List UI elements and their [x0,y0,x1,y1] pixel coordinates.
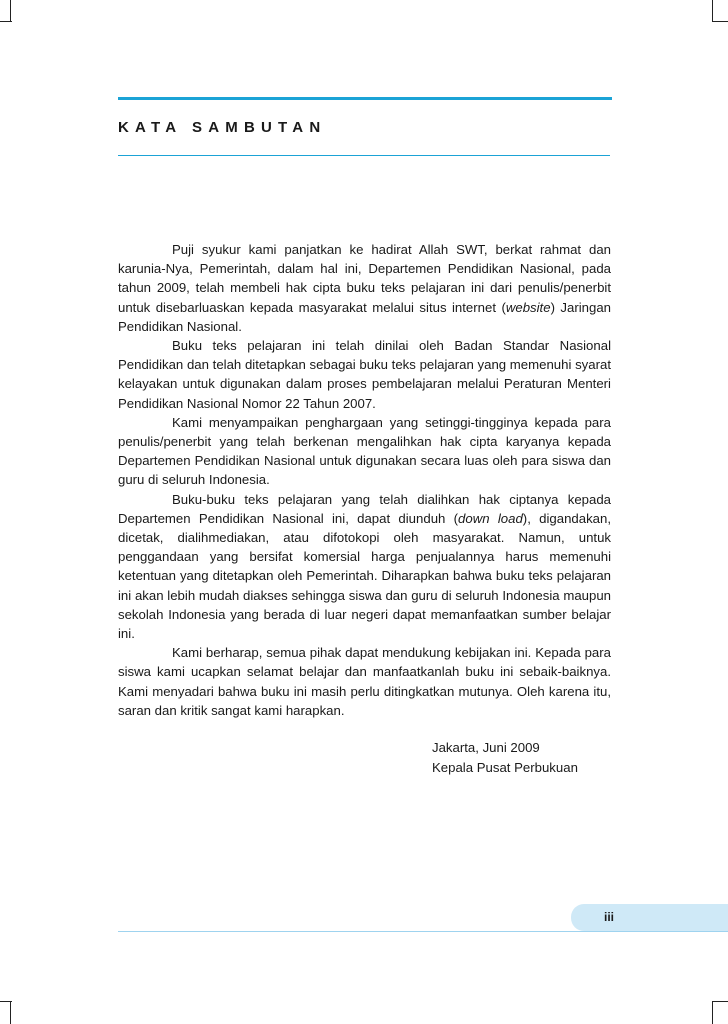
crop-mark-bottom-right-v [712,1001,713,1024]
page-number: iii [604,910,615,924]
paragraph-3 [118,413,611,490]
crop-mark-top-left-v [10,0,11,22]
crop-mark-top-left-h [0,21,12,22]
paragraph-1 [118,240,611,336]
paragraph-5 [118,643,611,720]
paragraph-text: Kami berharap, semua pihak dapat mendukung kebijakan ini. Kepada para siswa kami ucapkan selamat belajar dan manfaatkanlah buku ini sebaik-baiknya. Kami menyadari bahwa buku ini masih perlu ditingkatkan mutunya. Oleh karena itu, saran dan kritik sangat kami harapkan. [118,645,611,718]
body-text [118,240,611,720]
crop-mark-bottom-right-h [712,1001,728,1002]
paragraph-4 [118,490,611,644]
crop-mark-top-right-h [712,21,728,22]
paragraph-text: Puji syukur kami panjatkan ke hadirat Allah SWT, berkat rahmat dan karunia-Nya, Pemerintah, dalam hal ini, Departemen Pendidikan Nasional, pada tahun 2009, telah membeli hak cipta buku teks pelajaran ini dari penulis/penerbit untuk disebarluaskan kepada masyarakat melalui situs internet ( [118,242,611,315]
paragraph-2 [118,336,611,413]
crop-mark-bottom-left-v [10,1001,11,1024]
signature-place-date: Jakarta, Juni 2009 [432,740,540,755]
paragraph-text: ) Jaringan Pendidikan Nasional. [118,299,611,334]
header-bottom-rule [118,155,610,156]
paragraph-text: Kami menyampaikan penghargaan yang setinggi-tingginya kepada para penulis/penerbit yang telah berkenan mengalihkan hak cipta karyanya kepada Departemen Pendidikan Nasional untuk digunakan secara luas oleh para siswa dan guru di seluruh Indonesia. [118,414,611,488]
page-title: KATA SAMBUTAN [118,119,327,136]
header-top-rule [118,97,612,100]
paragraph-text: Buku-buku teks pelajaran yang telah dialihkan hak ciptanya kepada Departemen Pendidikan Nasional ini, dapat diunduh ( [118,491,611,526]
signature-office: Kepala Pusat Perbukuan [432,759,578,775]
crop-mark-top-right-v [712,0,713,22]
italic-term: down load [458,510,523,526]
paragraph-text: ), digandakan, dicetak, dialihmediakan, atau difotokopi oleh masyarakat. Namun, untuk penggandaan yang bersifat komersial harga penjualannya harus memenuhi ketentuan yang ditetapkan oleh Pemerintah. Diharapkan bahwa buku teks pelajaran ini akan lebih mudah diakses sehingga siswa dan guru di seluruh Indonesia maupun sekolah Indonesia yang berada di luar negeri dapat memanfaatkan sumber belajar ini. [118,510,611,642]
paragraph-text: Buku teks pelajaran ini telah dinilai oleh Badan Standar Nasional Pendidikan dan telah ditetapkan sebagai buku teks pelajaran yang memenuhi syarat kelayakan untuk digunakan dalam proses pembelajaran melalui Peraturan Menteri Pendidikan Nasional Nomor 22 Tahun 2007. [118,338,611,411]
italic-term: website [505,299,551,315]
signature-block [432,738,578,777]
footer-rule [118,931,728,932]
page-number-tab [571,904,728,931]
